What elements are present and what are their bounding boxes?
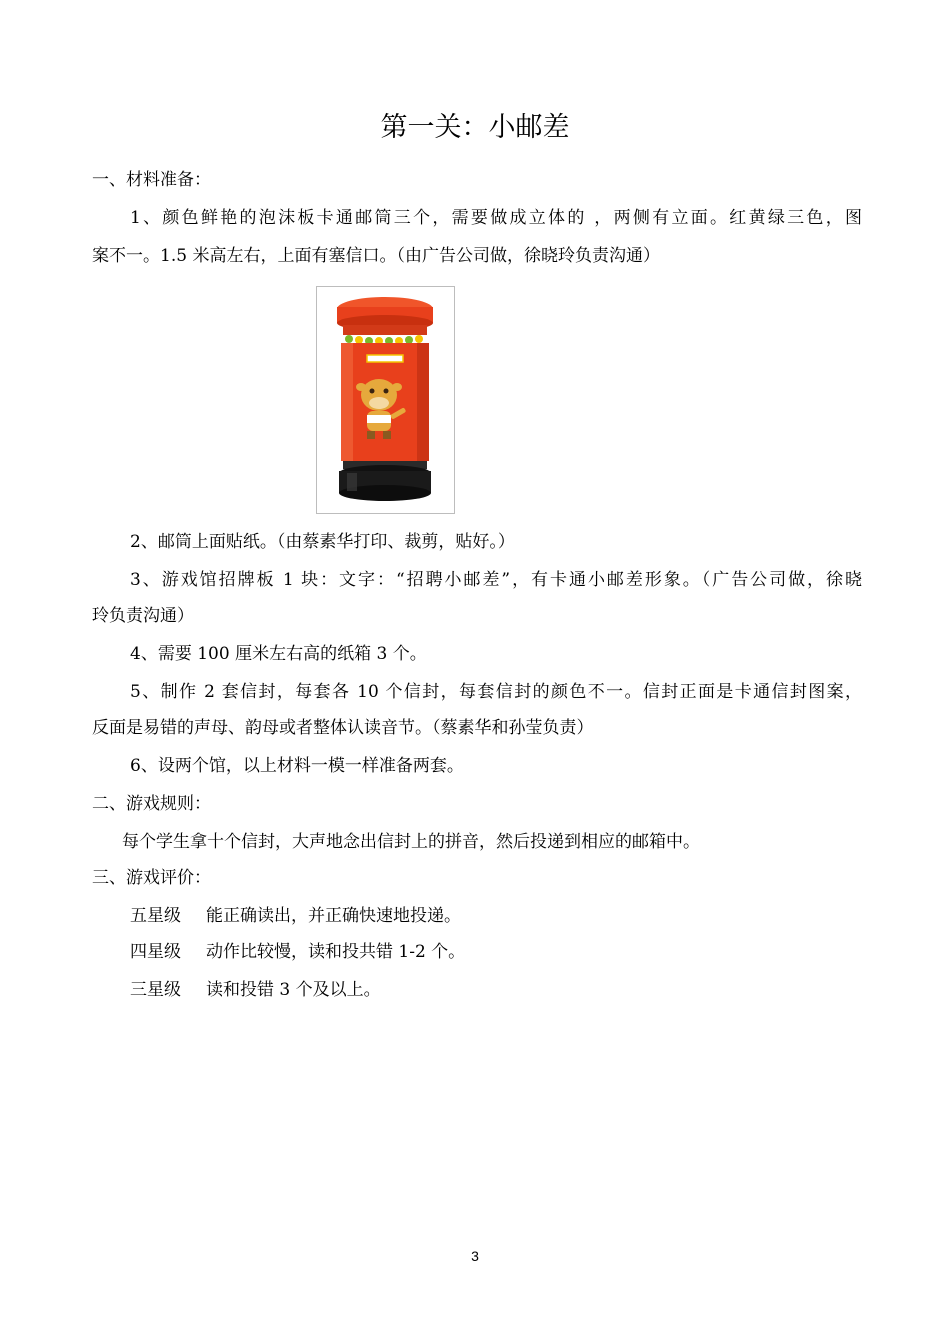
material-item-3-line-1: 3、游戏馆招牌板 1 块：文字：“招聘小邮差”，有卡通小邮差形象。（广告公司做，徐晓 — [130, 570, 862, 590]
cartoon-mailbox-icon — [317, 287, 454, 513]
rating-level: 三星级 — [130, 980, 181, 1000]
material-item-1-line-1: 1、颜色鲜艳的泡沫板卡通邮筒三个，需要做成立体的 ，两侧有立面。红黄绿三色，图 — [130, 208, 862, 228]
material-item-5-line-1: 5、制作 2 套信封，每套各 10 个信封，每套信封的颜色不一。信封正面是卡通信封图案， — [130, 682, 862, 702]
page-number: 3 — [471, 1248, 479, 1264]
rating-desc: 能正确读出，并正确快速地投递。 — [206, 906, 461, 926]
material-item-4: 4、需要 100 厘米左右高的纸箱 3 个。 — [130, 644, 427, 664]
rating-desc: 动作比较慢，读和投共错 1-2 个。 — [206, 942, 466, 962]
rating-level: 五星级 — [130, 906, 181, 926]
section-heading-rules: 二、游戏规则： — [92, 794, 211, 814]
material-item-6: 6、设两个馆，以上材料一模一样准备两套。 — [130, 756, 464, 776]
material-item-5-line-2: 反面是易错的声母、韵母或者整体认读音节。（蔡素华和孙莹负责） — [92, 718, 594, 738]
rating-level: 四星级 — [130, 942, 181, 962]
page-title: 第一关：小邮差 — [380, 112, 570, 143]
rating-desc: 读和投错 3 个及以上。 — [206, 980, 381, 1000]
mailbox-illustration — [316, 286, 455, 514]
section-heading-materials: 一、材料准备： — [92, 170, 211, 190]
rating-row-three-star — [130, 978, 900, 1002]
material-item-2: 2、邮筒上面贴纸。（由蔡素华打印、裁剪，贴好。） — [130, 532, 515, 552]
rating-row-five-star — [130, 904, 900, 928]
section-heading-evaluation: 三、游戏评价： — [92, 868, 211, 888]
material-item-3-line-2: 玲负责沟通） — [92, 606, 194, 626]
material-item-1-line-2: 案不一。1.5 米高左右，上面有塞信口。（由广告公司做，徐晓玲负责沟通） — [92, 246, 660, 266]
rating-row-four-star — [130, 940, 900, 964]
rules-text: 每个学生拿十个信封，大声地念出信封上的拼音，然后投递到相应的邮箱中。 — [122, 832, 700, 852]
